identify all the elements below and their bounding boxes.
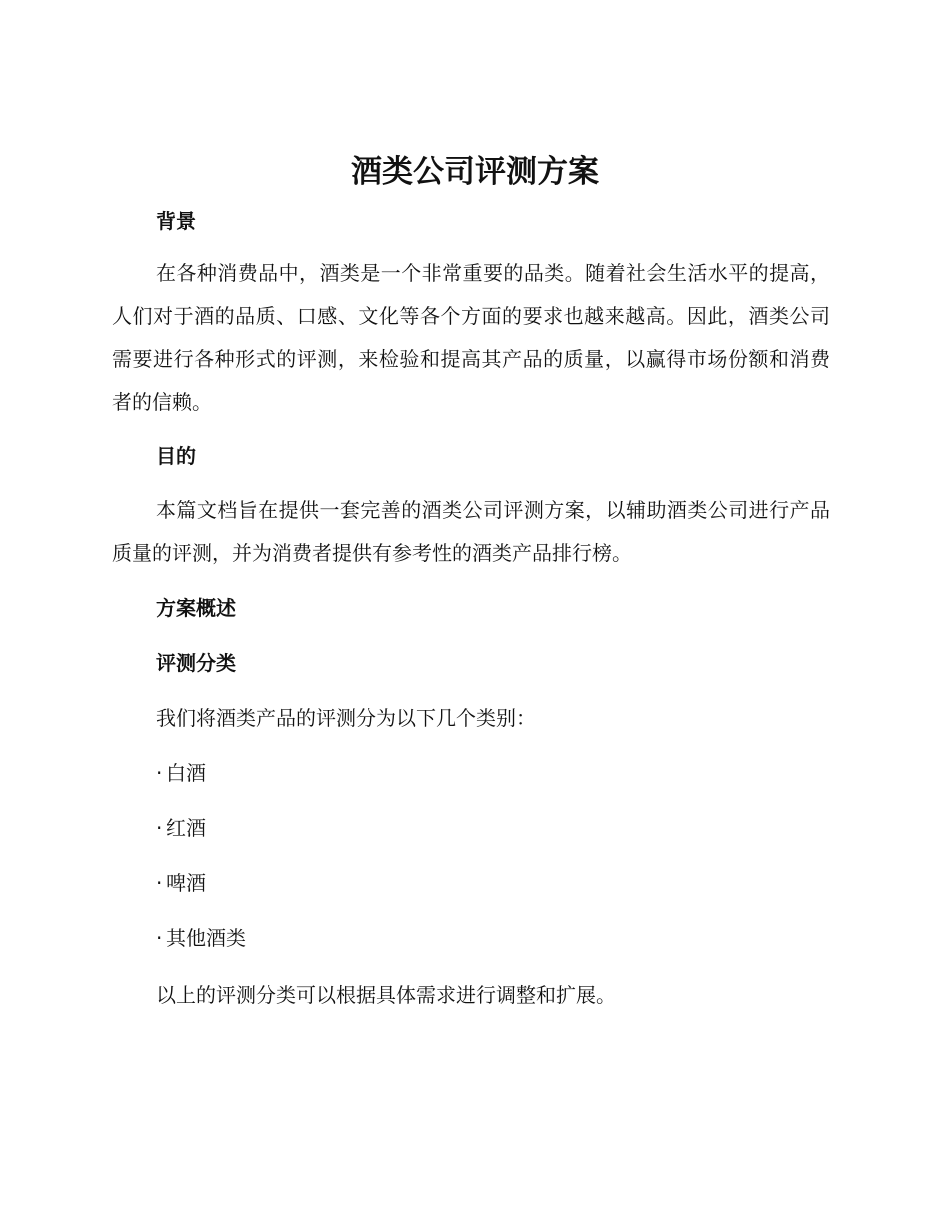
bullet-icon: · — [156, 871, 163, 895]
categories-closing: 以上的评测分类可以根据具体需求进行调整和扩展。 — [156, 983, 616, 1007]
bullet-icon: · — [156, 926, 163, 950]
heading-overview: 方案概述 — [156, 596, 236, 620]
list-item — [156, 759, 206, 787]
list-item — [156, 869, 206, 897]
bullet-icon: · — [156, 761, 163, 785]
heading-purpose: 目的 — [156, 444, 196, 468]
bullet-icon: · — [156, 816, 163, 840]
list-item — [156, 924, 246, 952]
list-item-label: 白酒 — [166, 761, 206, 785]
document-title: 酒类公司评测方案 — [351, 154, 599, 190]
heading-background: 背景 — [156, 209, 196, 233]
list-item-label: 红酒 — [166, 816, 206, 840]
paragraph-purpose: 本篇文档旨在提供一套完善的酒类公司评测方案，以辅助酒类公司进行产品质量的评测，并为消费者提供有参考性的酒类产品排行榜。 — [112, 498, 830, 565]
paragraph-background: 在各种消费品中，酒类是一个非常重要的品类。随着社会生活水平的提高，人们对于酒的品质、口感、文化等各个方面的要求也越来越高。因此，酒类公司需要进行各种形式的评测，来检验和提高其产品的质量，以赢得市场份额和消费者的信赖。 — [112, 261, 830, 414]
categories-intro: 我们将酒类产品的评测分为以下几个类别： — [156, 706, 536, 730]
heading-categories: 评测分类 — [156, 651, 236, 675]
list-item-label: 啤酒 — [166, 871, 206, 895]
list-item-label: 其他酒类 — [166, 926, 246, 950]
list-item — [156, 814, 206, 842]
